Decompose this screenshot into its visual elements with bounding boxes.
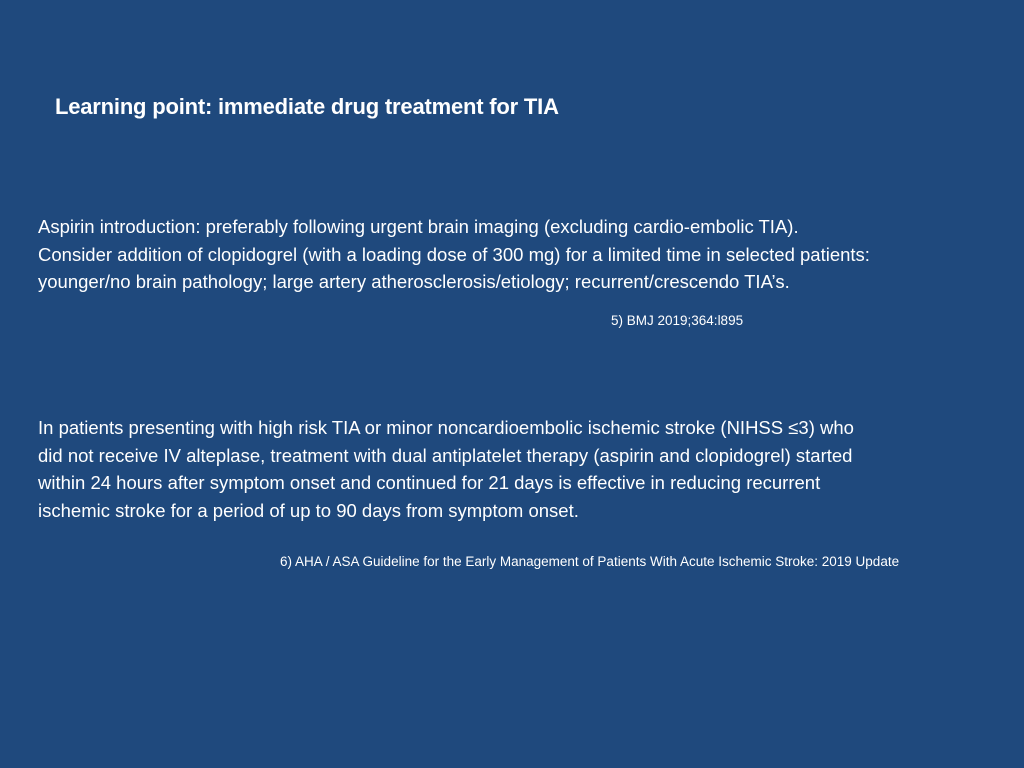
paragraph-line: Consider addition of clopidogrel (with a loading dose of 300 mg) for a limited time in selected patients:: [38, 243, 870, 265]
reference-bmj: 5) BMJ 2019;364:l895: [611, 313, 744, 328]
dapt-paragraph: [38, 414, 998, 524]
slide-title: Learning point: immediate drug treatment for TIA: [55, 94, 559, 119]
paragraph-line: younger/no brain pathology; large artery atherosclerosis/etiology; recurrent/crescendo TIA’s.: [38, 271, 790, 292]
paragraph-line: Aspirin introduction: preferably following urgent brain imaging (excluding cardio-embolic TIA).: [38, 216, 799, 237]
paragraph-line: In patients presenting with high risk TIA or minor noncardioembolic ischemic stroke (NIHSS ≤3) who: [38, 417, 854, 438]
aspirin-paragraph: [38, 213, 998, 296]
paragraph-line: within 24 hours after symptom onset and continued for 21 days is effective in reducing recurrent: [38, 472, 821, 493]
paragraph-line: did not receive IV alteplase, treatment with dual antiplatelet therapy (aspirin and clopidogrel) started: [38, 444, 853, 466]
paragraph-line: ischemic stroke for a period of up to 90 days from symptom onset.: [38, 499, 579, 521]
reference-aha-asa: 6) AHA / ASA Guideline for the Early Management of Patients With Acute Ischemic Stroke: 2019 Update: [280, 554, 900, 569]
